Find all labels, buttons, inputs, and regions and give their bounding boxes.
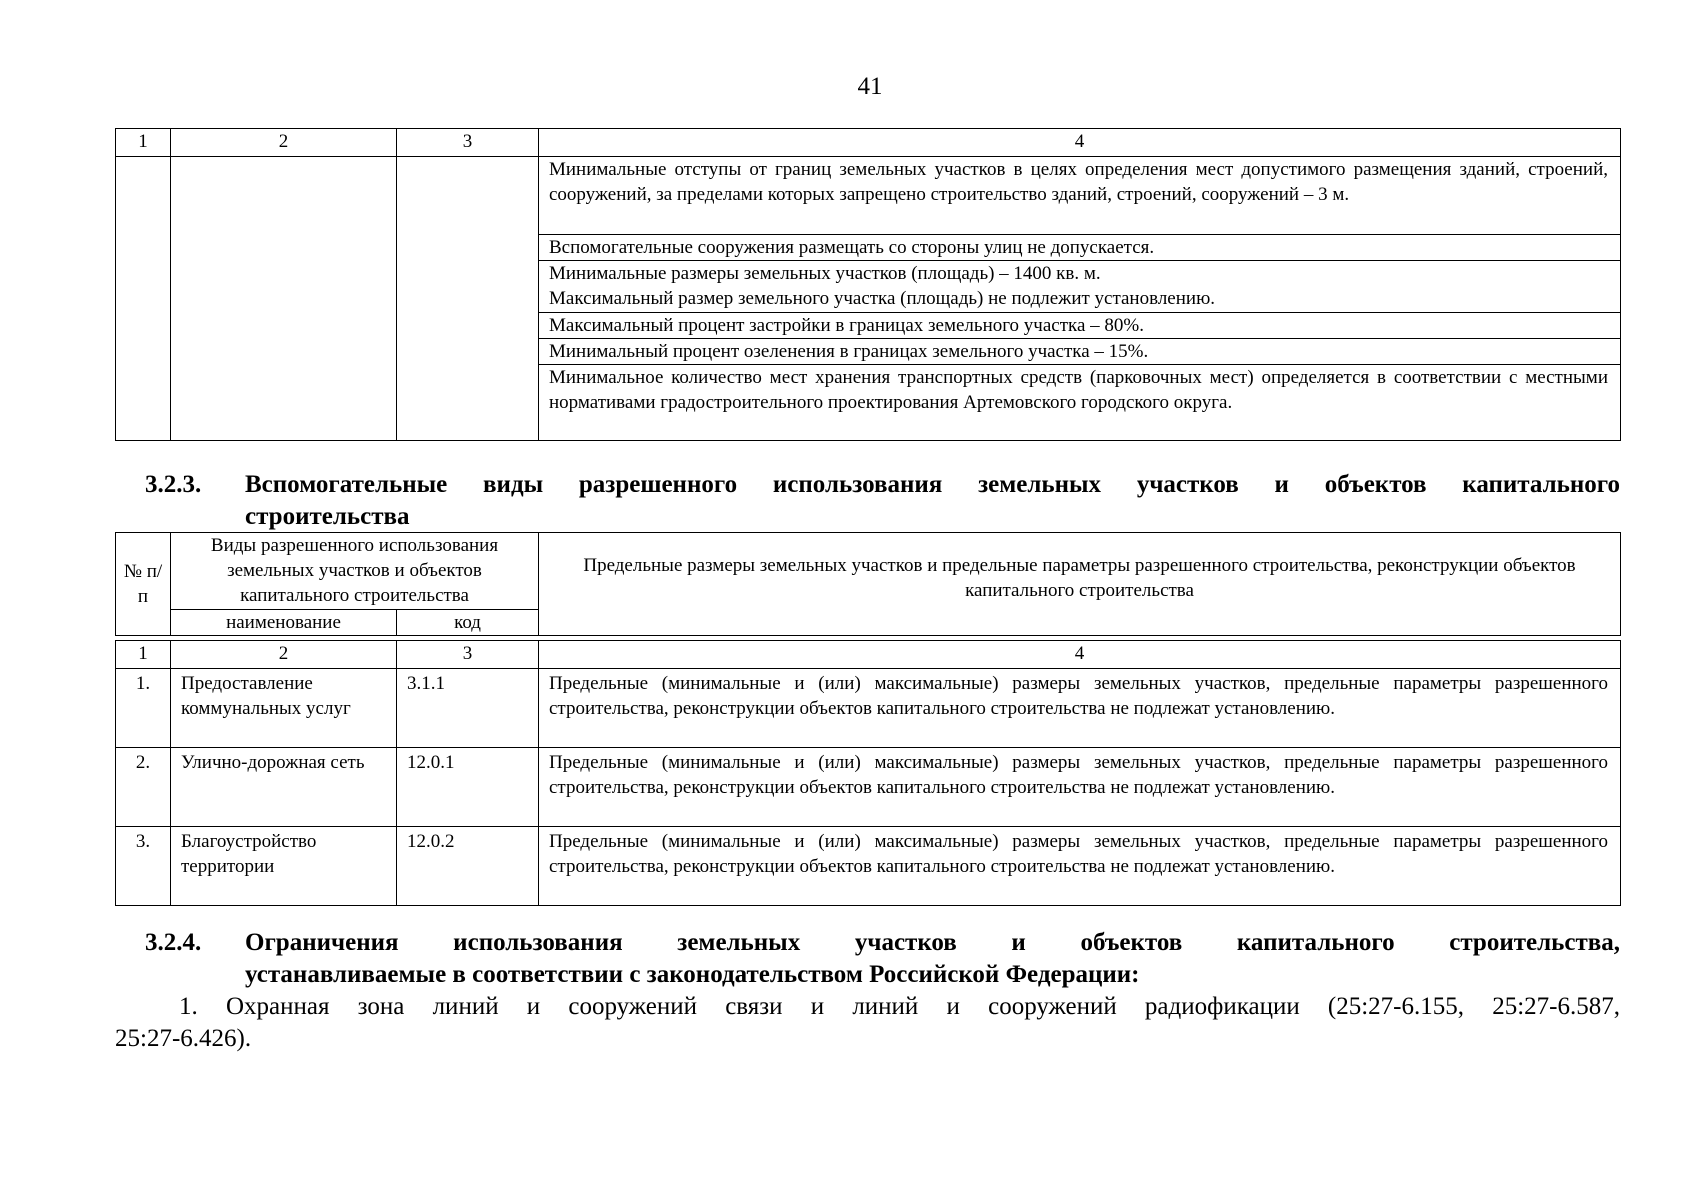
header-types: Виды разрешенного использования земельных участков и объектов капитального строительства — [171, 533, 539, 610]
row-index: 2. — [116, 748, 171, 827]
min-plot-size: Минимальные размеры земельных участков (площадь) – 1400 кв. м. — [549, 263, 1101, 284]
use-limits: Предельные (минимальные и (или) максимальные) размеры земельных участков, предельные параметры разрешенного строительства, реконструкции объектов капитального строительства не подлежат установлению. — [539, 748, 1621, 827]
page-number: 41 — [857, 73, 883, 100]
paragraph-line-1: 1. Охранная зона линий и сооружений связи и линий и сооружений радиофикации (25:27-6.155, 25:27-6.587, — [179, 993, 1620, 1020]
restriction-paragraph — [115, 991, 1620, 1055]
header-code: код — [397, 610, 539, 636]
aux-uses-header-table — [115, 532, 1621, 636]
section-number: 3.2.4. — [145, 929, 202, 956]
table-row — [116, 669, 1621, 748]
header-num: № п/п — [116, 533, 171, 636]
row-index: 3. — [116, 827, 171, 906]
header-name: наименование — [171, 610, 397, 636]
col-number-3: 3 — [397, 129, 539, 157]
empty-cell — [397, 157, 539, 441]
column-number-row — [116, 129, 1621, 157]
use-name: Благоустройство территории — [171, 827, 397, 906]
table-row — [116, 748, 1621, 827]
column-number-row — [116, 641, 1621, 669]
aux-uses-table — [115, 640, 1621, 906]
col-number-3: 3 — [397, 641, 539, 669]
use-code: 3.1.1 — [397, 669, 539, 748]
use-code: 12.0.1 — [397, 748, 539, 827]
col-number-4: 4 — [539, 641, 1621, 669]
use-name: Улично-дорожная сеть — [171, 748, 397, 827]
row-index: 1. — [116, 669, 171, 748]
parking-requirement: Минимальное количество мест хранения транспортных средств (парковочных мест) определяется в соответствии с местными нормативами градостроительного проектирования Артемовского городского округа. — [539, 365, 1621, 441]
table-row — [116, 157, 1621, 235]
empty-cell — [171, 157, 397, 441]
use-limits: Предельные (минимальные и (или) максимальные) размеры земельных участков, предельные параметры разрешенного строительства, реконструкции объектов капитального строительства не подлежат установлению. — [539, 669, 1621, 748]
col-number-2: 2 — [171, 641, 397, 669]
use-code: 12.0.2 — [397, 827, 539, 906]
section-title: Ограничения использования земельных участков и объектов капитального строительства, устанавливаемые в соответствии с законодательством Российской Федерации: — [245, 929, 1620, 988]
header-row — [116, 533, 1621, 610]
continuation-table — [115, 128, 1621, 441]
min-greenery-percent: Минимальный процент озеленения в границах земельного участка – 15%. — [539, 339, 1621, 365]
use-limits: Предельные (минимальные и (или) максимальные) размеры земельных участков, предельные параметры разрешенного строительства, реконструкции объектов капитального строительства не подлежат установлению. — [539, 827, 1621, 906]
paragraph-line-2: 25:27-6.426). — [115, 1025, 252, 1052]
col-number-4: 4 — [539, 129, 1621, 157]
section-number: 3.2.3. — [145, 471, 202, 498]
empty-cell — [116, 157, 171, 441]
section-heading-324 — [145, 927, 1620, 991]
header-limits: Предельные размеры земельных участков и предельные параметры разрешенного строительства, реконструкции объектов капитального строительства — [539, 533, 1621, 636]
col-number-2: 2 — [171, 129, 397, 157]
setback-requirement: Минимальные отступы от границ земельных участков в целях определения мест допустимого размещения зданий, строений, сооружений, за пределами которых запрещено строительство зданий, строений, сооружений – 3 м. — [539, 157, 1621, 235]
col-number-1: 1 — [116, 129, 171, 157]
col-number-1: 1 — [116, 641, 171, 669]
table-row — [116, 827, 1621, 906]
max-building-percent: Максимальный процент застройки в границах земельного участка – 80%. — [539, 313, 1621, 339]
plot-size-limits — [539, 261, 1621, 313]
section-title: Вспомогательные виды разрешенного использования земельных участков и объектов капитального строительства — [245, 471, 1620, 530]
section-heading-323 — [145, 469, 1620, 533]
use-name: Предоставление коммунальных услуг — [171, 669, 397, 748]
max-plot-size: Максимальный размер земельного участка (площадь) не подлежит установлению. — [549, 288, 1216, 309]
auxiliary-structures-rule: Вспомогательные сооружения размещать со стороны улиц не допускается. — [539, 235, 1621, 261]
